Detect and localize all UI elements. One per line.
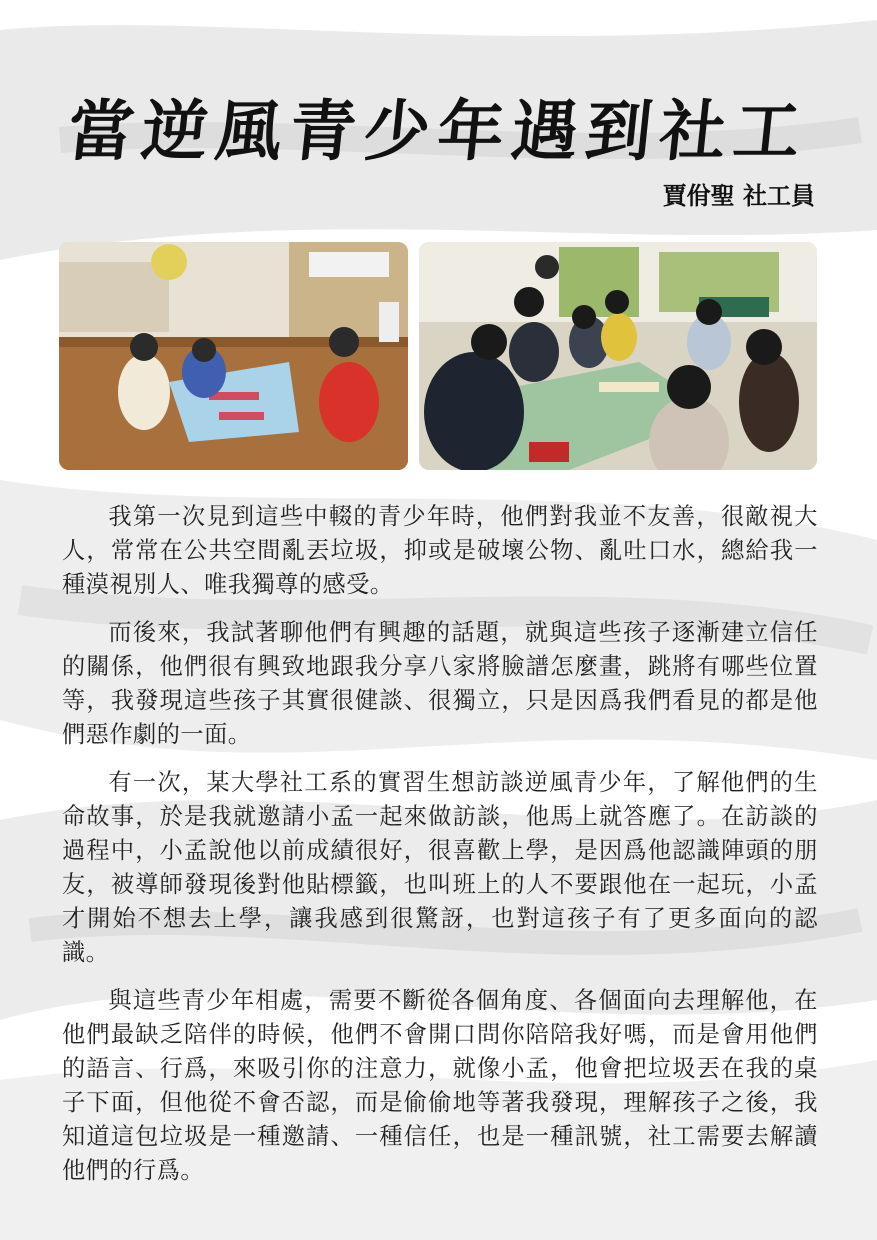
author-byline: 賈佾聖 社工員 <box>662 182 815 210</box>
article-body <box>62 500 818 1202</box>
group-activity-photo <box>59 242 408 470</box>
article-paragraph: 有一次，某大學社工系的實習生想訪談逆風青少年，了解他們的生命故事，於是我就邀請小孟一起來做訪談，他馬上就答應了。在訪談的過程中，小孟說他以前成績很好，很喜歡上學，是因爲他認識陣頭的朋友，被導師發現後對他貼標籤，也叫班上的人不要跟他在一起玩，小孟才開始不想去上學，讓我感到很驚訝，也對這孩子有了更多面向的認識。 <box>62 769 818 966</box>
page-title: 當逆風青少年遇到社工 <box>63 92 813 170</box>
article-paragraph: 與這些青少年相處，需要不斷從各個角度、各個面向去理解他，在他們最缺乏陪伴的時候，他們不會開口問你陪陪我好嗎，而是會用他們的語言、行爲，來吸引你的注意力，就像小孟，他會把垃圾丟在我的桌子下面，但他從不會否認，而是偷偷地等著我發現，理解孩子之後，我知道這包垃圾是一種邀請、一種信任，也是一種訊號，社工需要去解讀他們的行爲。 <box>62 987 818 1184</box>
article-paragraph: 而後來，我試著聊他們有興趣的話題，就與這些孩子逐漸建立信任的關係，他們很有興致地跟我分享八家將臉譜怎麼畫，跳將有哪些位置等，我發現這些孩子其實很健談、很獨立，只是因爲我們看見的都是他們惡作劇的一面。 <box>62 619 818 748</box>
board-game-photo <box>419 242 817 470</box>
article-paragraph: 我第一次見到這些中輟的青少年時，他們對我並不友善，很敵視大人，常常在公共空間亂丟垃圾，抑或是破壞公物、亂吐口水，總給我一種漠視別人、唯我獨尊的感受。 <box>62 503 818 598</box>
